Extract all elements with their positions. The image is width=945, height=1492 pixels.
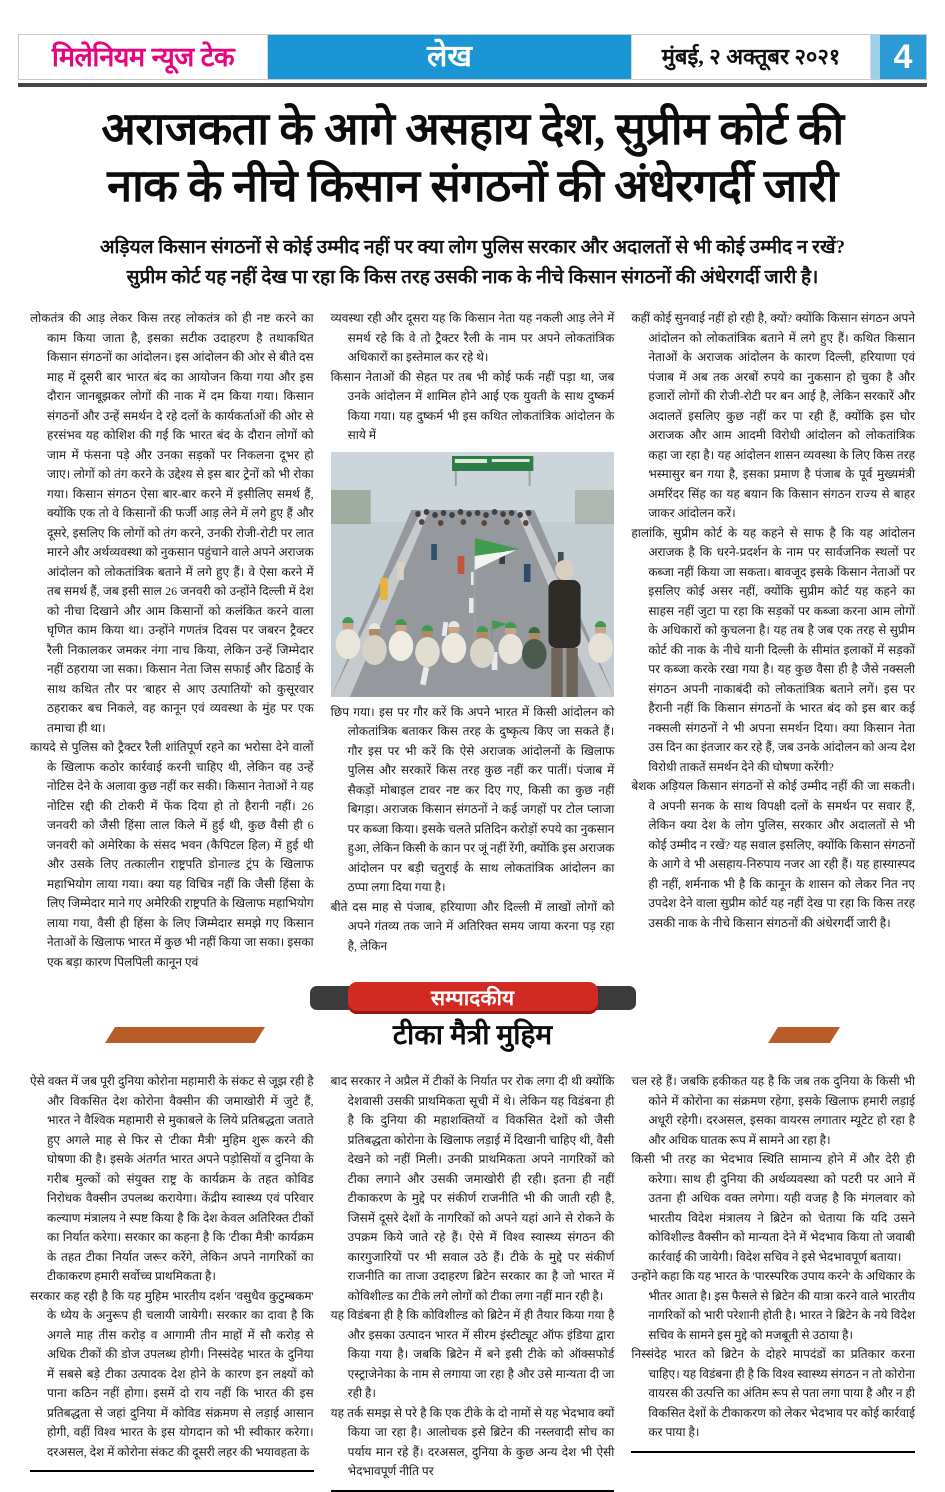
pagenum-divider (870, 35, 880, 79)
article-paragraph: बाद सरकार ने अप्रैल में टीकों के निर्यात पर रोक लगा दी थी क्योंकि देशवासी उसकी प्राथमिकता सूची में थे। लेकिन यह विडंबना ही है कि दुनिया की महाशक्तियों व विकसित देशों को जैसी प्रतिबद्धता कोरोना के खिलाफ लड़ाई में दिखानी चाहिए थी, वैसी देखने को नहीं मिली। उनकी प्राथमिकता अपने नागरिकों को टीका लगाने और उसकी जमाखोरी ही रही। इतना ही नहीं टीकाकरण के मुद्दे पर संकीर्ण राजनीति भी की जाती रही है, जिसमें दूसरे देशों के नागरिकों को अपने यहां आने से रोकने के उपक्रम किये जाते रहे हैं। ऐसे में विश्व स्वास्थ्य संगठन की कारगुजारियों पर भी सवाल उठे हैं। टीके के मुद्दे पर संकीर्ण राजनीति का ताजा उदाहरण ब्रिटेन सरकार का है जो भारत में कोविशील्ड का टीके लगे लोगों को टीका लगा नहीं मान रही है। (330, 1074, 615, 1303)
article-paragraph: बीते दस माह से पंजाब, हरियाणा और दिल्ली में लाखों लोगों को अपने गंतव्य तक जाने में अतिरिक्त समय जाया करना पड़ रहा है, लेकिन (330, 899, 615, 953)
page-number: 4 (893, 38, 913, 76)
article-paragraph: ऐसे वक्त में जब पूरी दुनिया कोरोना महामारी के संकट से जूझ रही है और विकसित देश कोरोना वैक्सीन की जमाखोरी में जुटे हैं, भारत ने वैश्विक महामारी से मुकाबले के लिये प्रतिबद्धता जताते हुए अगले माह से फिर से 'टीका मैत्री' मुहिम शुरू करने की घोषणा की है। इसके अंतर्गत भारत अपने पड़ोसियों व दुनिया के गरीब मुल्कों को संयुक्त राष्ट्र के कार्यक्रम के तहत कोविड निरोधक वैक्सीन उपलब्ध करायेगा। केंद्रीय स्वास्थ्य एवं परिवार कल्याण मंत्रालय ने स्पष्ट किया है कि देश केवल अतिरिक्त टीकों का निर्यात करेगा। सरकार का कहना है कि 'टीका मैत्री' कार्यक्रम के तहत टीका निर्यात जरूर करेंगे, लेकिन अपने नागरिकों का टीकाकरण हमारी सर्वोच्च प्राथमिकता है। (30, 1074, 314, 1283)
article-paragraph: यह तर्क समझ से परे है कि एक टीके के दो नामों से यह भेदभाव क्यों किया जा रहा है। आलोचक इसे ब्रिटेन की नस्लवादी सोच का पर्याय मान रहे हैं। दरअसल, दुनिया के कुछ अन्य देश भी ऐसी भेदभावपूर्ण नीति पर (330, 1405, 615, 1478)
subhead-line-1: अड़ियल किसान संगठनों से कोई उम्मीद नहीं पर क्या लोग पुलिस सरकार और अदालतों से भी कोई उम्मीद न रखें? (100, 237, 845, 258)
editorial-column-3 (631, 1072, 915, 1492)
headline-line-1: अराजकता के आगे असहाय देश, सुप्रीम कोर्ट की (101, 104, 844, 154)
editorial-banner-row (0, 982, 945, 1014)
headline-line-2: नाक के नीचे किसान संगठनों की अंधेरगर्दी जारी (107, 161, 838, 211)
lead-article-columns (30, 309, 915, 972)
masthead-logo (19, 35, 268, 79)
editorial-title-row (30, 1016, 915, 1056)
article-paragraph: लोकतंत्र की आड़ लेकर किस तरह लोकतंत्र को ही नष्ट करने का काम किया जाता है, इसका सटीक उदाहरण है तथाकथित किसान संगठनों का आंदोलन। इस आंदोलन की ओर से बीते दस माह में दूसरी बार भारत बंद का आयोजन किया गया और इस दौरान जानबूझकर लोगों की नाक में दम किया गया। किसान संगठनों और उन्हें समर्थन दे रहे दलों के कार्यकर्ताओं की ओर से हरसंभव यह कोशिश की गई कि भारत बंद के दौरान लोगों को जाम में फंसना पड़े और उनका सड़कों पर निकलना दूभर हो जाए। लोगों को तंग करने के उद्देश्य से इस बार ट्रेनों को भी रोका गया। किसान संगठन ऐसा बार-बार करने में इसीलिए समर्थ हैं, क्योंकि एक तो वे किसानों की फर्जी आड़ लेने में लगे हुए हैं और दूसरे, इसलिए कि लोगों को तंग करने, उनकी रोजी-रोटी पर लात मारने और अर्थव्यवस्था को नुकसान पहुंचाने वाले अपने अराजक आंदोलन को लोकतांत्रिक बताने में लगे हुए हैं। वे ऐसा करने में तब समर्थ हैं, जब इसी साल 26 जनवरी को उन्होंने दिल्ली में देश को नीचा दिखाने और आम किसानों को कलंकित करने वाला घृणित काम किया था। उन्होंने गणतंत्र दिवस पर जबरन ट्रैक्टर रैली निकालकर जमकर नंगा नाच किया, लेकिन उन्हें जिम्मेदार नहीं ठहराया जा सका। किसान नेता जिस सफाई और ढिठाई के साथ कथित तौर पर 'बाहर से आए उत्पातियों' को कुसूरवार ठहराकर बच निकले, वह कानून एवं व्यवस्था के मुंह पर एक तमाचा ही था। (30, 311, 314, 735)
editorial-banner (348, 982, 598, 1014)
protest-photo (331, 452, 615, 697)
article-paragraph: निस्संदेह भारत को ब्रिटेन के दोहरे मापदंडों का प्रतिकार करना चाहिए। यह विडंबना ही है कि विश्व स्वास्थ्य संगठन न तो कोरोना वायरस की उत्पत्ति का अंतिम रूप से पता लगा पाया है और न ही विकसित देशों के टीकाकरण को लेकर भेदभाव पर कोई कार्रवाई कर पाया है। (631, 1347, 916, 1439)
editorial-banner-label: सम्पादकीय (430, 985, 515, 1010)
lead-headline (40, 101, 905, 215)
header-rule (18, 83, 927, 87)
dateline-text: मुंबई, २ अक्तूबर २०२१ (661, 44, 841, 69)
page-number-box (880, 35, 926, 79)
article-paragraph: कायदे से पुलिस को ट्रैक्टर रैली शांतिपूर्ण रहने का भरोसा देने वालों के खिलाफ कठोर कार्रवाई करनी चाहिए थी, लेकिन वह उन्हें नोटिस देने के अलावा कुछ नहीं कर सकी। किसान नेताओं ने यह नोटिस रद्दी की टोकरी में फेंक दिया हो तो हैरानी नहीं। 26 जनवरी को जैसी हिंसा लाल किले में हुई थी, कुछ वैसी ही 6 जनवरी को अमेरिका के संसद भवन (कैपिटल हिल) में हुई थी और उसके लिए तत्कालीन राष्ट्रपति डोनाल्ड ट्रंप के खिलाफ महाभियोग लाया गया। क्या यह विचित्र नहीं कि जैसी हिंसा के लिए जिम्मेदार माने गए अमेरिकी राष्ट्रपति के खिलाफ महाभियोग लाया गया, वैसी ही हिंसा के लिए जिम्मेदार समझे गए किसान नेताओं के खिलाफ भारत में कुछ भी नहीं किया जा सका। इसका एक बड़ा कारण पिलपिली कानून एवं (30, 740, 314, 969)
editorial-column-2 (331, 1072, 615, 1492)
article-paragraph: हालांकि, सुप्रीम कोर्ट के यह कहने से साफ है कि यह आंदोलन अराजक है कि धरने-प्रदर्शन के नाम पर सार्वजनिक स्थलों पर कब्जा नहीं किया जा सकता। बावजूद इसके किसान नेताओं पर इसलिए कोई असर नहीं, क्योंकि सुप्रीम कोर्ट यह कहने का साहस नहीं जुटा पा रहा कि सड़कों पर कब्जा करना आम लोगों के अधिकारों को कुचलना है। यह तब है जब एक तरह से सुप्रीम कोर्ट की नाक के नीचे यानी दिल्ली के सीमांत इलाकों में सड़कों पर कब्जा करके रखा गया है। यह कुछ वैसा ही है जैसे नक्सली संगठन अपनी नाकाबंदी को लोकतांत्रिक बताने लगें। इस पर हैरानी नहीं कि किसान संगठनों के भारत बंद को इस बार कई नक्सली संगठनों ने भी अपना समर्थन दिया। क्या किसान नेता उस दिन का इंतजार कर रहे हैं, जब उनके आंदोलन को अन्य देश विरोधी ताकतें समर्थन देने की घोषणा करेंगी? (631, 525, 916, 774)
editorial-banner-pill (348, 982, 598, 1014)
article-paragraph: बेशक अड़ियल किसान संगठनों से कोई उम्मीद नहीं की जा सकती। वे अपनी सनक के साथ विपक्षी दलों के समर्थन पर सवार हैं, लेकिन क्या देश के लोग पुलिस, सरकार और अदालतों से भी कोई उम्मीद न रखें? यह सवाल इसलिए, क्योंकि किसान संगठनों के आगे वे भी असहाय-निरुपाय नजर आ रही हैं। यह हास्यास्पद ही नहीं, शर्मनाक भी है कि कानून के शासन को लेकर नित नए उपदेश देने वाला सुप्रीम कोर्ट यह नहीं देख पा रहा कि किस तरह उसकी नाक के नीचे किसान संगठनों की अंधेरगर्दी जारी है। (631, 779, 916, 930)
editorial-columns (30, 1072, 915, 1492)
column-rule (631, 1451, 915, 1453)
dateline-box (631, 35, 870, 79)
editorial-title: टीका मैत्री मुहिम (392, 1020, 553, 1051)
article-paragraph: व्यवस्था रही और दूसरा यह कि किसान नेता यह नकली आड़ लेने में समर्थ रहे कि वे तो ट्रैक्टर रैली के नाम पर अपने लोकतांत्रिक अधिकारों का इस्तेमाल कर रहे थे। (330, 311, 615, 364)
section-banner (268, 35, 631, 79)
lead-column-3 (631, 309, 915, 972)
article-paragraph: किसान नेताओं की सेहत पर तब भी कोई फर्क नहीं पड़ा था, जब उनके आंदोलन में शामिल होने आई एक युवती के साथ दुष्कर्म किया गया। यह दुष्कर्म भी इस कथित लोकतांत्रिक आंदोलन के साये में (330, 369, 615, 442)
newspaper-page (0, 34, 945, 1478)
lead-column-2 (331, 309, 615, 972)
article-paragraph: सरकार कह रही है कि यह मुहिम भारतीय दर्शन 'वसुधैव कुटुम्बकम' के ध्येय के अनुरूप ही चलायी जायेगी। सरकार का दावा है कि अगले माह तीस करोड़ व आगामी तीन माहों में सौ करोड़ से अधिक टीकों की डोज उपलब्ध होगी। निस्संदेह भारत के दुनिया में सबसे बड़े टीका उत्पादक देश होने के कारण इन लक्ष्यों को पाना कठिन नहीं होगा। इसमें दो राय नहीं कि भारत की इस प्रतिबद्धता से जहां दुनिया में कोविड संक्रमण से लड़ाई आसान होगी, वहीं विश्व भारत के इस योगदान को भी स्वीकार करेगा। दरअसल, देश में कोरोना संकट की दूसरी लहर की भयावहता के (30, 1288, 314, 1459)
section-label: लेख (427, 40, 472, 73)
article-paragraph: किसी भी तरह का भेदभाव स्थिति सामान्य होने में और देरी ही करेगा। साथ ही दुनिया की अर्थव्यवस्था को पटरी पर आने में उतना ही अधिक वक्त लगेगा। यही वजह है कि मंगलवार को भारतीय विदेश मंत्रालय ने ब्रिटेन को चेताया कि यदि उसने कोविशील्ड वैक्सीन को मान्यता देने में भेदभाव किया तो जवाबी कार्रवाई की जायेगी। विदेश सचिव ने इसे भेदभावपूर्ण बताया। (631, 1152, 916, 1264)
subhead-line-2: सुप्रीम कोर्ट यह नहीं देख पा रहा कि किस तरह उसकी नाक के नीचे किसान संगठनों की अंधेरगर्दी जारी है। (126, 267, 819, 288)
page-header (18, 34, 927, 80)
article-paragraph: चल रहे हैं। जबकि हकीकत यह है कि जब तक दुनिया के किसी भी कोने में कोरोना का संक्रमण रहेगा, इसके खिलाफ हमारी लड़ाई अधूरी रहेगी। दरअसल, इसका वायरस लगातार म्यूटेट हो रहा है और अधिक घातक रूप में सामने आ रहा है। (631, 1074, 916, 1147)
article-paragraph: छिप गया। इस पर गौर करें कि अपने भारत में किसी आंदोलन को लोकतांत्रिक बताकर किस तरह के दुष्कृत्य किए जा सकते हैं। गौर इस पर भी करें कि ऐसे अराजक आंदोलनों के खिलाफ पुलिस और सरकारें किस तरह कुछ नहीं कर पातीं। पंजाब में सैकड़ों मोबाइल टावर नष्ट कर दिए गए, किसी का कुछ नहीं बिगड़ा। अराजक किसान संगठनों ने कई जगहों पर टोल प्लाजा पर कब्जा किया। इसके चलते प्रतिदिन करोड़ों रुपये का नुकसान हुआ, लेकिन किसी के कान पर जूं नहीं रेंगी, क्योंकि इस अराजक आंदोलन पर बड़ी चतुराई के साथ लोकतांत्रिक आंदोलन का ठप्पा लगा दिया गया है। (330, 704, 615, 894)
column-rule (30, 1470, 314, 1472)
column-rule (331, 1490, 615, 1492)
lead-subhead (55, 233, 890, 293)
article-paragraph: यह विडंबना ही है कि कोविशील्ड को ब्रिटेन में ही तैयार किया गया है और इसका उत्पादन भारत में सीरम इंस्टीट्यूट ऑफ इंडिया द्वारा किया गया है। जबकि ब्रिटेन में बने इसी टीके को ऑक्सफोर्ड एस्ट्राजेनेका के नाम से लगाया जा रहा है और उसे मान्यता दी जा रही है। (330, 1308, 615, 1400)
article-paragraph: उन्होंने कहा कि यह भारत के 'पारस्परिक उपाय करने' के अधिकार के भीतर आता है। इस फैसले से ब्रिटेन की यात्रा करने वाले भारतीय नागरिकों को भारी परेशानी होती है। भारत ने ब्रिटेन के नये विदेश सचिव के सामने इस मुद्दे को मजबूती से उठाया है। (631, 1269, 916, 1342)
masthead-logo-text: मिलेनियम न्यूज टेक (51, 41, 235, 72)
lead-column-1 (30, 309, 314, 972)
article-paragraph: कहीं कोई सुनवाई नहीं हो रही है, क्यों? क्योंकि किसान संगठन अपने आंदोलन को लोकतांत्रिक बताने में लगे हुए हैं। कथित किसान नेताओं के अराजक आंदोलन के कारण दिल्ली, हरियाणा एवं पंजाब में अब तक अरबों रुपये का नुकसान हो चुका है और हजारों लोगों की रोजी-रोटी पर बन आई है, लेकिन सरकारें और अदालतें इसलिए कुछ नहीं कर पा रही हैं, क्योंकि इस घोर अराजक और आम आदमी विरोधी आंदोलन को लोकतांत्रिक कहा जा रहा है। यह आंदोलन शासन व्यवस्था के लिए किस तरह भस्मासुर बन गया है, इसका प्रमाण है पंजाब के पूर्व मुख्यमंत्री अमरिंदर सिंह का यह बयान कि किसान संगठन राज्य से बाहर जाकर आंदोलन करें। (631, 311, 916, 520)
editorial-column-1 (30, 1072, 314, 1492)
